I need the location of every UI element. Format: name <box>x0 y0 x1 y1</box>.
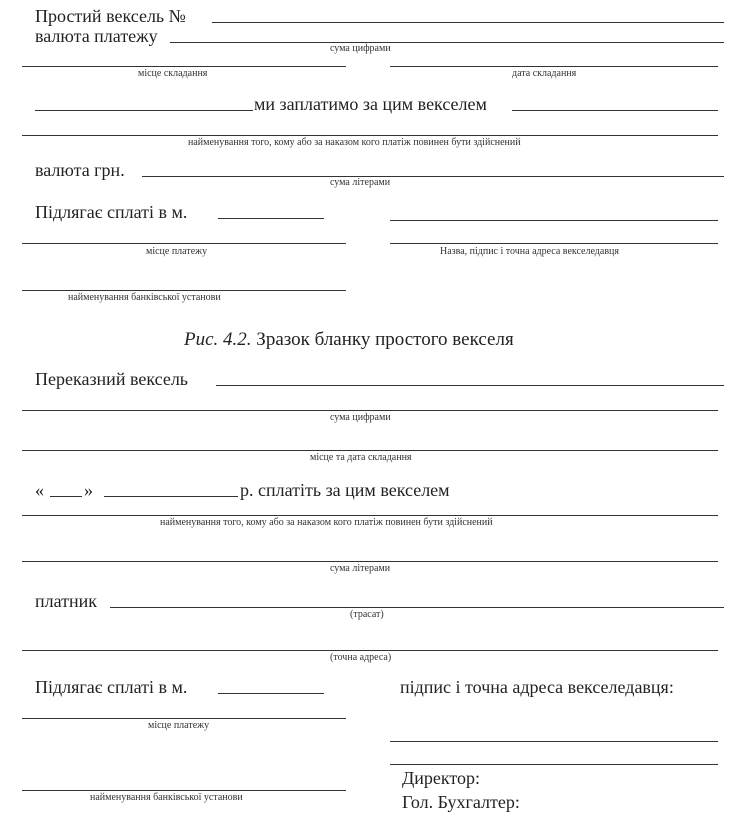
payee-line[interactable] <box>22 135 718 136</box>
payable-city-line-2[interactable] <box>218 693 324 694</box>
amount-digits-line-2[interactable] <box>22 410 718 411</box>
amount-words-caption-2: сума літерами <box>330 563 391 574</box>
payment-place-caption: місце платежу <box>146 246 208 257</box>
amount-words-caption: сума літерами <box>330 177 391 188</box>
place-date-line[interactable] <box>22 450 718 451</box>
currency-uah-label: валюта грн. <box>35 160 125 180</box>
director-label: Директор: <box>402 768 481 788</box>
issue-place-line[interactable] <box>22 66 346 67</box>
issue-place-caption: місце складання <box>138 68 208 79</box>
quote-close: » <box>84 480 93 500</box>
bank-caption-2: найменування банківської установи <box>90 792 243 803</box>
amount-digits-line[interactable] <box>170 42 724 43</box>
payable-city-line[interactable] <box>218 218 324 219</box>
payment-place-caption-2: місце платежу <box>148 720 210 731</box>
payment-place-line-2[interactable] <box>22 718 346 719</box>
payable-label: Підлягає сплаті в м. <box>35 202 188 222</box>
drawer-line-1[interactable] <box>390 220 718 221</box>
amount-digits-caption-2: сума цифрами <box>330 412 391 423</box>
amount-words-line-2[interactable] <box>22 561 718 562</box>
day-line[interactable] <box>50 496 82 497</box>
drawer-caption: Назва, підпис і точна адреса векселедавця <box>440 246 619 257</box>
form1-pay-text: ми заплатимо за цим векселем <box>254 94 487 114</box>
bank-caption: найменування банківської установи <box>68 292 221 303</box>
payee-caption: найменування того, кому або за наказом кого платіж повинен бути здійснений <box>188 137 521 148</box>
amount-words-line[interactable] <box>142 176 724 177</box>
payable-label-2: Підлягає сплаті в м. <box>35 677 188 697</box>
pay-prefix-line[interactable] <box>35 110 253 111</box>
bank-line[interactable] <box>22 290 346 291</box>
address-line[interactable] <box>22 650 718 651</box>
issue-date-caption: дата складання <box>512 68 577 79</box>
payment-place-line[interactable] <box>22 243 346 244</box>
payee-caption-2: найменування того, кому або за наказом кого платіж повинен бути здійснений <box>160 517 493 528</box>
amount-digits-caption: сума цифрами <box>330 43 391 54</box>
address-caption: (точна адреса) <box>330 652 392 663</box>
payer-label: платник <box>35 591 98 611</box>
payee-line-2[interactable] <box>22 515 718 516</box>
payer-line[interactable] <box>110 607 724 608</box>
pay-suffix-line[interactable] <box>512 110 718 111</box>
signature-line-2[interactable] <box>390 764 718 765</box>
signature-line-1[interactable] <box>390 741 718 742</box>
figure-caption-text: Зразок бланку простого векселя <box>256 329 514 350</box>
form2-pay-text: р. сплатіть за цим векселем <box>240 480 450 500</box>
form1-title: Простий вексель № <box>35 6 186 26</box>
accountant-label: Гол. Бухгалтер: <box>402 792 520 812</box>
figure-caption-label: Рис. 4.2. <box>184 329 252 350</box>
form1-currency-label: валюта платежу <box>35 26 158 46</box>
title-line[interactable] <box>216 385 724 386</box>
place-date-caption: місце та дата складання <box>310 452 412 463</box>
issue-date-line[interactable] <box>390 66 718 67</box>
signature-label: підпис і точна адреса векселедавця: <box>400 677 674 697</box>
figure-caption <box>184 330 514 349</box>
drawee-caption: (трасат) <box>350 609 384 620</box>
form2-title: Переказний вексель <box>35 369 189 389</box>
drawer-line-2[interactable] <box>390 243 718 244</box>
quote-open: « <box>35 480 44 500</box>
month-year-line[interactable] <box>104 496 238 497</box>
note-number-line[interactable] <box>212 22 724 23</box>
bank-line-2[interactable] <box>22 790 346 791</box>
